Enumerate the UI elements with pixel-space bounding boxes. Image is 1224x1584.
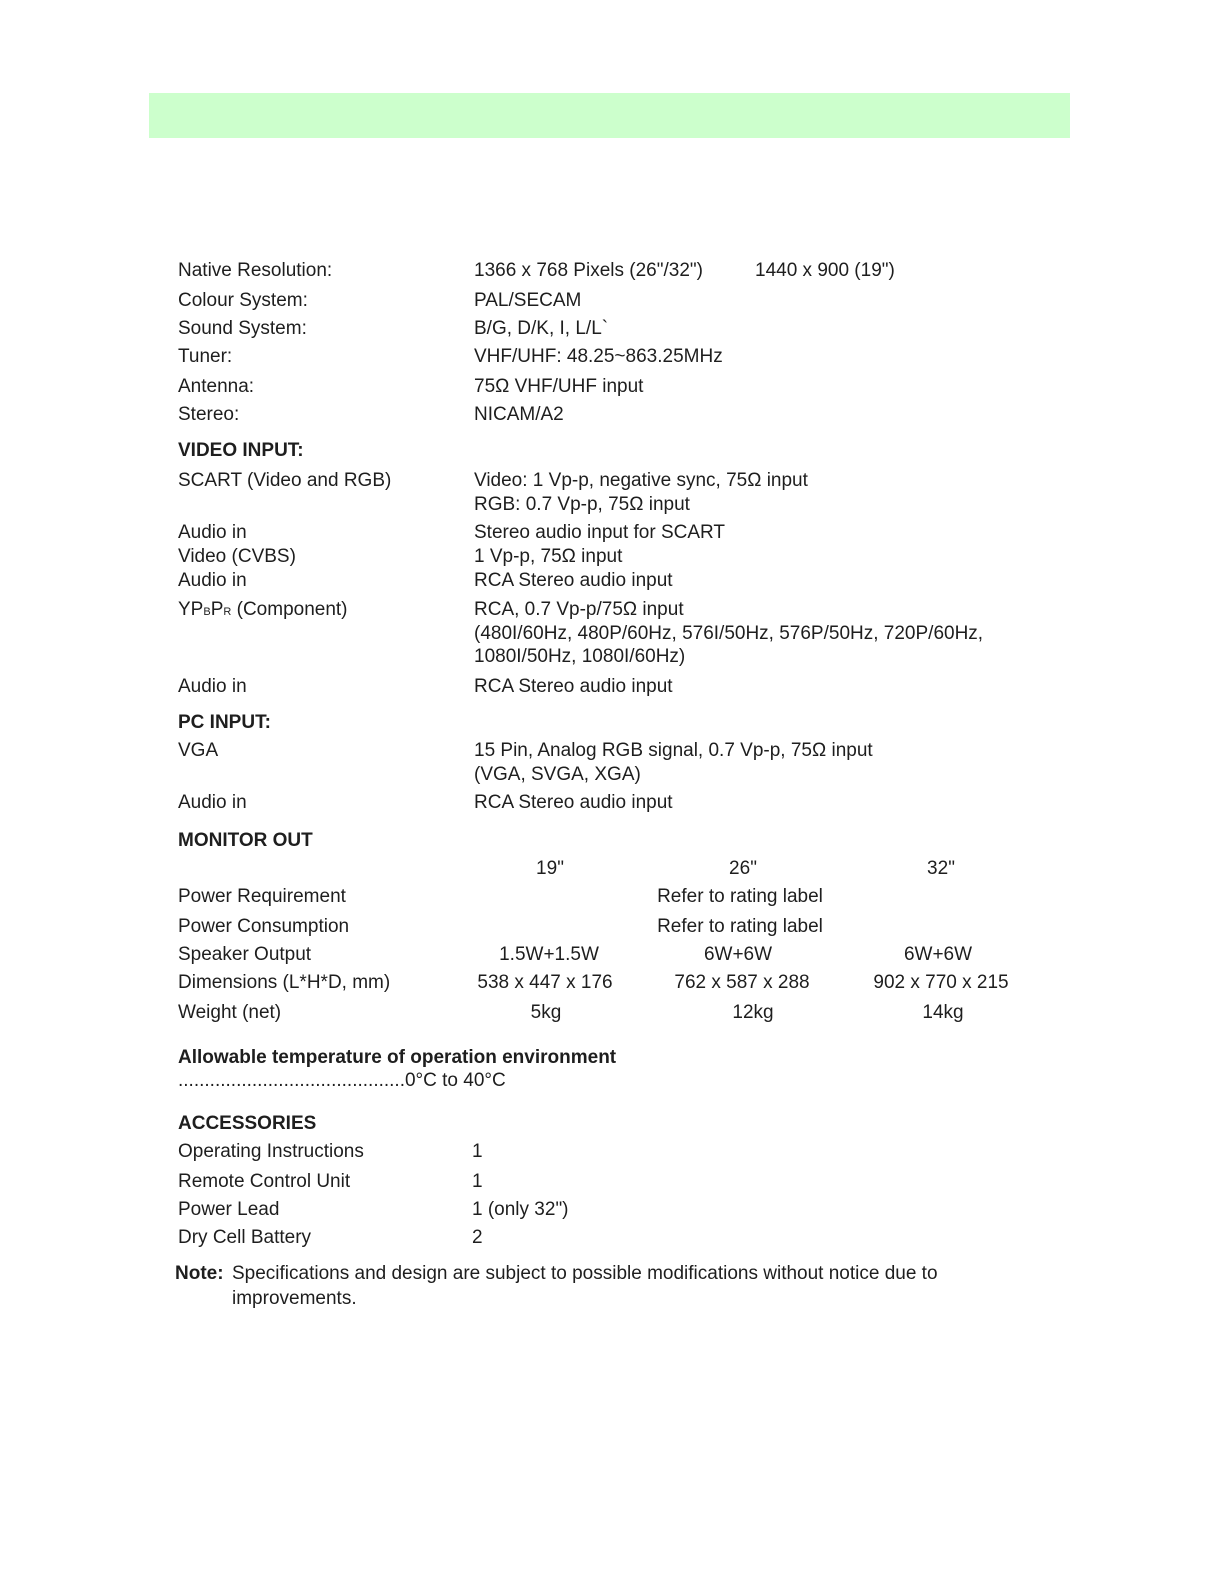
spec-label-antenna: Antenna: bbox=[178, 376, 255, 397]
monitor-value-weight-32: 14kg bbox=[922, 1002, 964, 1023]
size-header-26: 26" bbox=[729, 858, 757, 879]
section-heading-video-input: VIDEO INPUT: bbox=[178, 440, 304, 461]
video-input-value-cvbs: 1 Vp-p, 75Ω input bbox=[474, 546, 623, 567]
spec-value-native-resolution: 1366 x 768 Pixels (26"/32") bbox=[474, 260, 703, 281]
accessory-label-dry-cell-battery: Dry Cell Battery bbox=[178, 1227, 312, 1248]
size-header-19: 19" bbox=[536, 858, 564, 879]
component-label-p: P bbox=[210, 599, 224, 620]
video-input-value-scart-rgb: RGB: 0.7 Vp-p, 75Ω input bbox=[474, 494, 690, 515]
video-input-label-cvbs: Video (CVBS) bbox=[178, 546, 296, 567]
spec-value-native-resolution-19: 1440 x 900 (19") bbox=[755, 260, 895, 281]
video-input-value-audio-in-scart: Stereo audio input for SCART bbox=[474, 522, 726, 543]
spec-label-colour-system: Colour System: bbox=[178, 290, 308, 311]
video-input-value-scart-video: Video: 1 Vp-p, negative sync, 75Ω input bbox=[474, 470, 808, 491]
spec-label-stereo: Stereo: bbox=[178, 404, 240, 425]
section-heading-pc-input: PC INPUT: bbox=[178, 712, 271, 733]
video-input-value-component-1: RCA, 0.7 Vp-p/75Ω input bbox=[474, 599, 684, 620]
monitor-label-speaker-output: Speaker Output bbox=[178, 944, 312, 965]
header-banner bbox=[149, 93, 1070, 138]
video-input-label-audio-in-component: Audio in bbox=[178, 676, 247, 697]
monitor-value-speaker-26: 6W+6W bbox=[703, 944, 773, 965]
accessory-qty-power-lead: 1 (only 32") bbox=[472, 1199, 569, 1220]
spec-value-stereo: NICAM/A2 bbox=[474, 404, 564, 425]
monitor-label-weight: Weight (net) bbox=[178, 1002, 282, 1023]
section-heading-monitor-out: MONITOR OUT bbox=[178, 830, 313, 851]
spec-value-sound-system: B/G, D/K, I, L/L` bbox=[474, 318, 609, 339]
spec-value-antenna: 75Ω VHF/UHF input bbox=[474, 376, 644, 397]
component-label-suffix: (Component) bbox=[231, 599, 348, 620]
note-text-line-1: Specifications and design are subject to possible modifications without notice due to bbox=[232, 1263, 938, 1284]
pc-input-value-vga-2: (VGA, SVGA, XGA) bbox=[474, 764, 641, 785]
monitor-value-power-requirement: Refer to rating label bbox=[657, 886, 823, 907]
accessory-label-remote-control: Remote Control Unit bbox=[178, 1171, 351, 1192]
pc-input-value-audio-in: RCA Stereo audio input bbox=[474, 792, 673, 813]
component-label-yp: YP bbox=[178, 599, 204, 620]
video-input-value-component-3: 1080I/50Hz, 1080I/60Hz) bbox=[474, 646, 686, 667]
monitor-label-power-requirement: Power Requirement bbox=[178, 886, 346, 907]
accessory-qty-operating-instructions: 1 bbox=[472, 1141, 483, 1162]
monitor-label-power-consumption: Power Consumption bbox=[178, 916, 350, 937]
video-input-label-audio-in-scart: Audio in bbox=[178, 522, 247, 543]
spec-label-tuner: Tuner: bbox=[178, 346, 233, 367]
accessory-qty-dry-cell-battery: 2 bbox=[472, 1227, 483, 1248]
pc-input-label-vga: VGA bbox=[178, 740, 219, 761]
accessory-label-operating-instructions: Operating Instructions bbox=[178, 1141, 364, 1162]
temperature-heading: Allowable temperature of operation environment bbox=[178, 1047, 617, 1068]
video-input-value-audio-in-component: RCA Stereo audio input bbox=[474, 676, 673, 697]
monitor-value-weight-19: 5kg bbox=[530, 1002, 562, 1023]
monitor-value-dimensions-32: 902 x 770 x 215 bbox=[873, 972, 1009, 993]
note-text-line-2: improvements. bbox=[232, 1288, 357, 1309]
component-label-b: B bbox=[203, 606, 211, 618]
pc-input-label-audio-in: Audio in bbox=[178, 792, 247, 813]
spec-value-colour-system: PAL/SECAM bbox=[474, 290, 582, 311]
monitor-value-speaker-32: 6W+6W bbox=[903, 944, 973, 965]
monitor-value-weight-26: 12kg bbox=[732, 1002, 774, 1023]
video-input-label-scart: SCART (Video and RGB) bbox=[178, 470, 392, 491]
monitor-value-speaker-19: 1.5W+1.5W bbox=[499, 944, 599, 965]
component-label-r: R bbox=[223, 606, 232, 618]
video-input-value-audio-in-cvbs: RCA Stereo audio input bbox=[474, 570, 673, 591]
size-header-32: 32" bbox=[927, 858, 955, 879]
spec-label-sound-system: Sound System: bbox=[178, 318, 307, 339]
spec-value-tuner: VHF/UHF: 48.25~863.25MHz bbox=[474, 346, 723, 367]
section-heading-accessories: ACCESSORIES bbox=[178, 1113, 317, 1134]
temperature-value: ...........................................0°C to 40°C bbox=[178, 1070, 506, 1091]
video-input-label-component bbox=[178, 600, 348, 619]
accessory-qty-remote-control: 1 bbox=[472, 1171, 483, 1192]
monitor-value-dimensions-19: 538 x 447 x 176 bbox=[477, 972, 613, 993]
video-input-label-audio-in-cvbs: Audio in bbox=[178, 570, 247, 591]
monitor-value-power-consumption: Refer to rating label bbox=[657, 916, 823, 937]
monitor-label-dimensions: Dimensions (L*H*D, mm) bbox=[178, 972, 391, 993]
pc-input-value-vga-1: 15 Pin, Analog RGB signal, 0.7 Vp-p, 75Ω input bbox=[474, 740, 873, 761]
note-label: Note: bbox=[175, 1263, 224, 1284]
spec-label-native-resolution: Native Resolution: bbox=[178, 260, 333, 281]
monitor-value-dimensions-26: 762 x 587 x 288 bbox=[674, 972, 810, 993]
accessory-label-power-lead: Power Lead bbox=[178, 1199, 280, 1220]
video-input-value-component-2: (480I/60Hz, 480P/60Hz, 576I/50Hz, 576P/50Hz, 720P/60Hz, bbox=[474, 623, 984, 644]
